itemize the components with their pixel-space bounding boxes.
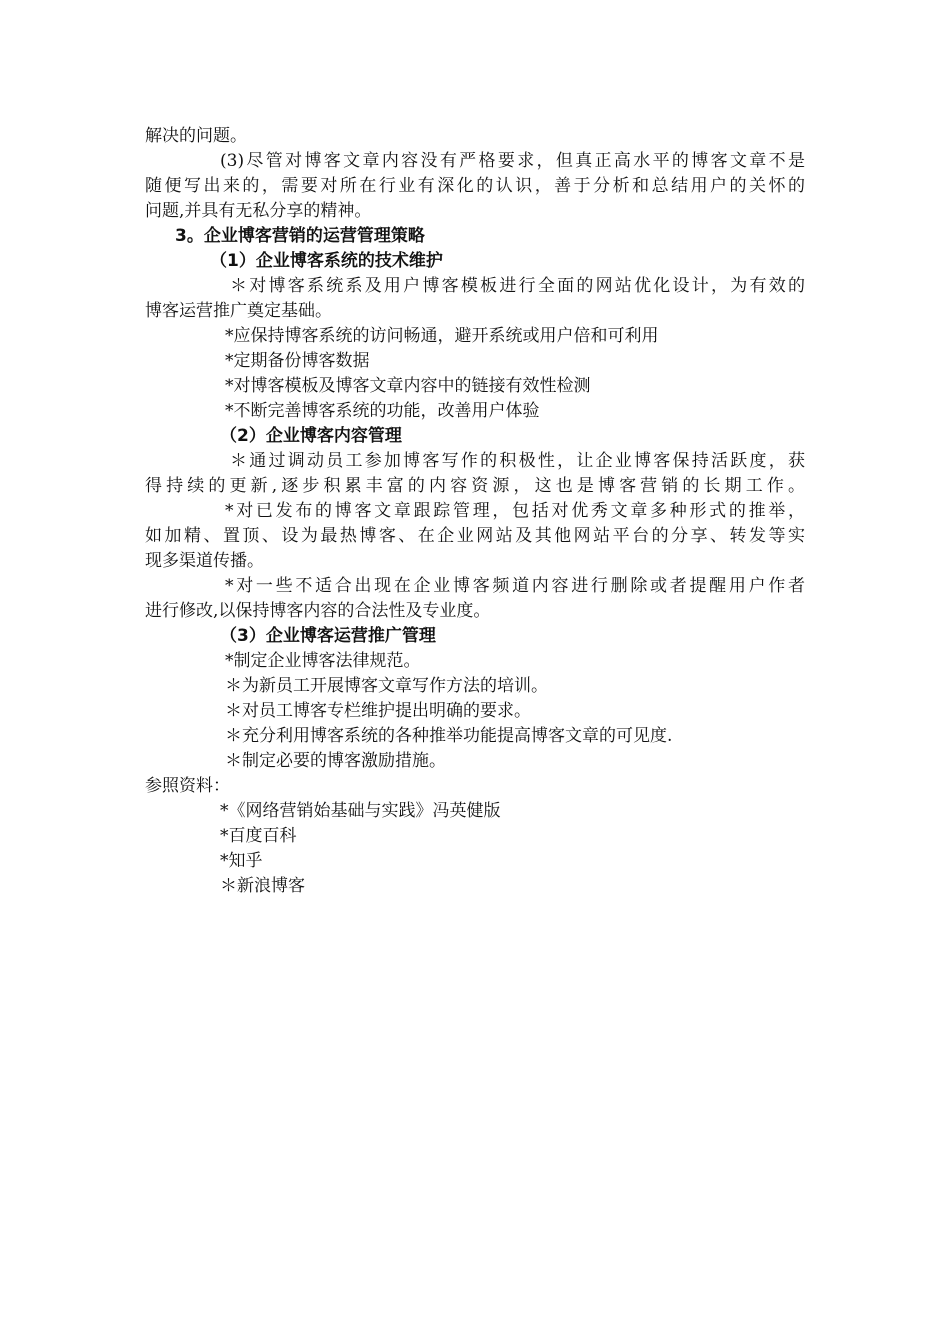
bullet-item: ＊为新员工开展博客文章写作方法的培训。 xyxy=(225,676,548,696)
paragraph-line: 现多渠道传播。 xyxy=(145,551,264,571)
section-heading: 3。企业博客营销的运营管理策略 xyxy=(175,226,425,246)
paragraph-line: 解决的问题。 xyxy=(145,126,247,146)
paragraph-line: 如加精、置顶、设为最热博客、在企业网站及其他网站平台的分享、转发等实 xyxy=(145,526,805,546)
bullet-item: *对博客模板及博客文章内容中的链接有效性检测 xyxy=(225,376,591,396)
reference-item: *《网络营销始基础与实践》冯英健版 xyxy=(220,801,501,821)
bullet-item: ＊对员工博客专栏维护提出明确的要求。 xyxy=(225,701,531,721)
reference-item: *知乎 xyxy=(220,851,263,871)
paragraph-line: 博客运营推广奠定基础。 xyxy=(145,301,332,321)
subsection-heading: （3）企业博客运营推广管理 xyxy=(220,626,436,646)
subsection-heading: （2）企业博客内容管理 xyxy=(220,426,402,446)
bullet-item: *不断完善博客系统的功能，改善用户体验 xyxy=(225,401,540,421)
references-heading: 参照资料： xyxy=(145,776,230,796)
paragraph-line: ＊通过调动员工参加博客写作的积极性，让企业博客保持活跃度，获 xyxy=(230,451,805,471)
paragraph-line: 进行修改,以保持博客内容的合法性及专业度。 xyxy=(145,601,491,621)
bullet-item: *定期备份博客数据 xyxy=(225,351,370,371)
subsection-heading: （1）企业博客系统的技术维护 xyxy=(210,251,443,271)
bullet-item: ＊制定必要的博客激励措施。 xyxy=(225,751,446,771)
paragraph-line: 问题,并具有无私分享的精神。 xyxy=(145,201,372,221)
paragraph-line: ＊对博客系统系及用户博客模板进行全面的网站优化设计，为有效的 xyxy=(230,276,805,296)
reference-item: *百度百科 xyxy=(220,826,297,846)
paragraph-line: (3)尽管对博客文章内容没有严格要求，但真正高水平的博客文章不是 xyxy=(220,151,805,171)
paragraph-line: *对已发布的博客文章跟踪管理，包括对优秀文章多种形式的推举， xyxy=(225,501,805,521)
reference-item: ＊新浪博客 xyxy=(220,876,305,896)
paragraph-line: 得持续的更新,逐步积累丰富的内容资源，这也是博客营销的长期工作。 xyxy=(145,476,805,496)
paragraph-line: 随便写出来的，需要对所在行业有深化的认识，善于分析和总结用户的关怀的 xyxy=(145,176,805,196)
bullet-item: *应保持博客系统的访问畅通，避开系统或用户倍和可利用 xyxy=(225,326,659,346)
bullet-item: *制定企业博客法律规范。 xyxy=(225,651,421,671)
paragraph-line: *对一些不适合出现在企业博客频道内容进行删除或者提醒用户作者 xyxy=(225,576,805,596)
bullet-item: ＊充分利用博客系统的各种推举功能提高博客文章的可见度. xyxy=(225,726,673,746)
